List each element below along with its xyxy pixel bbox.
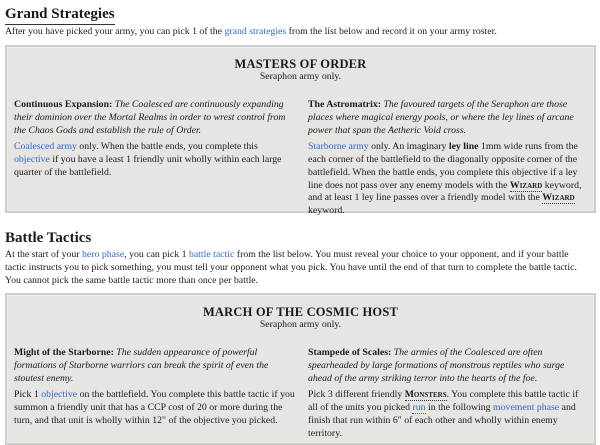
might-of-the-starborne-entry: Might of the Starborne: The sudden appearance of powerful formations of Starborne warriors can break the spirit of even the stoutest enemy. Pick 1 objective on the battlefield. You complete this battle tactic if you summon a friendly unit that has a CCP cost of 20 or more during the turn, and that unit is wholly within 12" of the objective you picked. bbox=[14, 347, 295, 426]
run-link[interactable]: run bbox=[412, 401, 426, 413]
entry-name: The Astromatrix: bbox=[308, 99, 382, 110]
entry-name: Might of the Starborne: bbox=[14, 347, 114, 358]
starborne-army-link[interactable]: Starborne army bbox=[308, 140, 369, 152]
coalesced-army-link[interactable]: Coalesced army bbox=[14, 140, 77, 152]
battle-tactic-link[interactable]: battle tactic bbox=[188, 249, 235, 260]
box-title: MARCH OF THE COSMIC HOST bbox=[202, 305, 399, 319]
entry-name: Stampede of Scales: bbox=[308, 347, 392, 358]
entry-flavour: The armies of the Coalesced are often spearheaded by large formations of monstrous reptiles who surge ahead of the army striking terror into the hearts of the foe. bbox=[308, 347, 565, 384]
battle-tactics-heading: Battle Tactics bbox=[5, 230, 92, 246]
box-title: MASTERS OF ORDER bbox=[234, 57, 367, 71]
entry-flavour: The sudden appearance of powerful formations of Starborne warriors can break the spirit of even the stoutest enemy. bbox=[14, 347, 269, 384]
entry-flavour: The Coalesced are continuously expanding their dominion over the Mortal Realms in order to wrest control from the Chaos Gods and establish the rule of Order. bbox=[14, 99, 286, 136]
grand-strategies-intro: After you have picked your army, you can pick 1 of the grand strategies from the list below and record it on your army roster. bbox=[5, 26, 497, 37]
astromatrix-entry: The Astromatrix: The favoured targets of the Seraphon are those places where magical energy pools, or where the ley lines of arcane power that span the Aetheric Void cross. Starborne army only. An imaginary ley line 1mm wide runs from the each corner of the battlefield to the diagonally opposite corner of the battlefield. When the battle ends, you complete this objective if a ley line does not pass over any enemy models with the Wizard keyword, and at least 1 ley line passes over a friendly model with the Wizard keyword. bbox=[308, 99, 582, 217]
masters-of-order-box bbox=[5, 45, 596, 217]
grand-strategies-heading: Grand Strategies bbox=[5, 5, 115, 25]
battle-tactics-intro: At the start of your hero phase, you can pick 1 battle tactic from the list below. You must reveal your choice to your opponent, and if your battle tactic instructs you to pick something, you must tell your opponent what you pick. You have until the end of that turn to complete the battle tactic. You cannot pick the same battle tactic more than once per battle. bbox=[5, 249, 577, 286]
march-of-the-cosmic-host-box bbox=[5, 293, 596, 445]
objective-link[interactable]: objective bbox=[41, 388, 78, 400]
hero-phase-link[interactable]: hero phase bbox=[82, 249, 125, 260]
ley-line-term: ley line bbox=[448, 140, 479, 152]
box-subtitle: Seraphon army only. bbox=[259, 319, 342, 330]
movement-phase-link[interactable]: movement phase bbox=[493, 401, 560, 413]
stampede-of-scales-entry: Stampede of Scales: The armies of the Coalesced are often spearheaded by large formations of monstrous reptiles who surge ahead of the army striking terror into the hearts of the foe. Pick 3 different friendly Monsters. You complete this battle tactic if all of the units you picked run in the following movement phase and finish that run within 6" of each other and wholly within enemy territory. bbox=[308, 347, 579, 439]
objective-link[interactable]: objective bbox=[14, 153, 50, 165]
entry-name: Continuous Expansion: bbox=[14, 99, 113, 110]
wizard-keyword: Wizard bbox=[542, 192, 575, 204]
wizard-keyword: Wizard bbox=[509, 179, 543, 191]
entry-flavour: The favoured targets of the Seraphon are those places where magical energy pools, or where the ley lines of arcane power that span the Aetheric Void cross. bbox=[308, 99, 574, 136]
box-subtitle: Seraphon army only. bbox=[259, 71, 342, 82]
continuous-expansion-entry: Continuous Expansion: The Coalesced are continuously expanding their dominion over the Mortal Realms in order to wrest control from the Chaos Gods and establish the rule of Order. Coalesced army only. When the battle ends, you complete this objective if you have a least 1 friendly unit wholly within each large quarter of the battlefield. bbox=[14, 99, 286, 178]
grand-strategies-link[interactable]: grand strategies bbox=[224, 26, 287, 37]
monsters-keyword: Monsters bbox=[404, 388, 447, 400]
